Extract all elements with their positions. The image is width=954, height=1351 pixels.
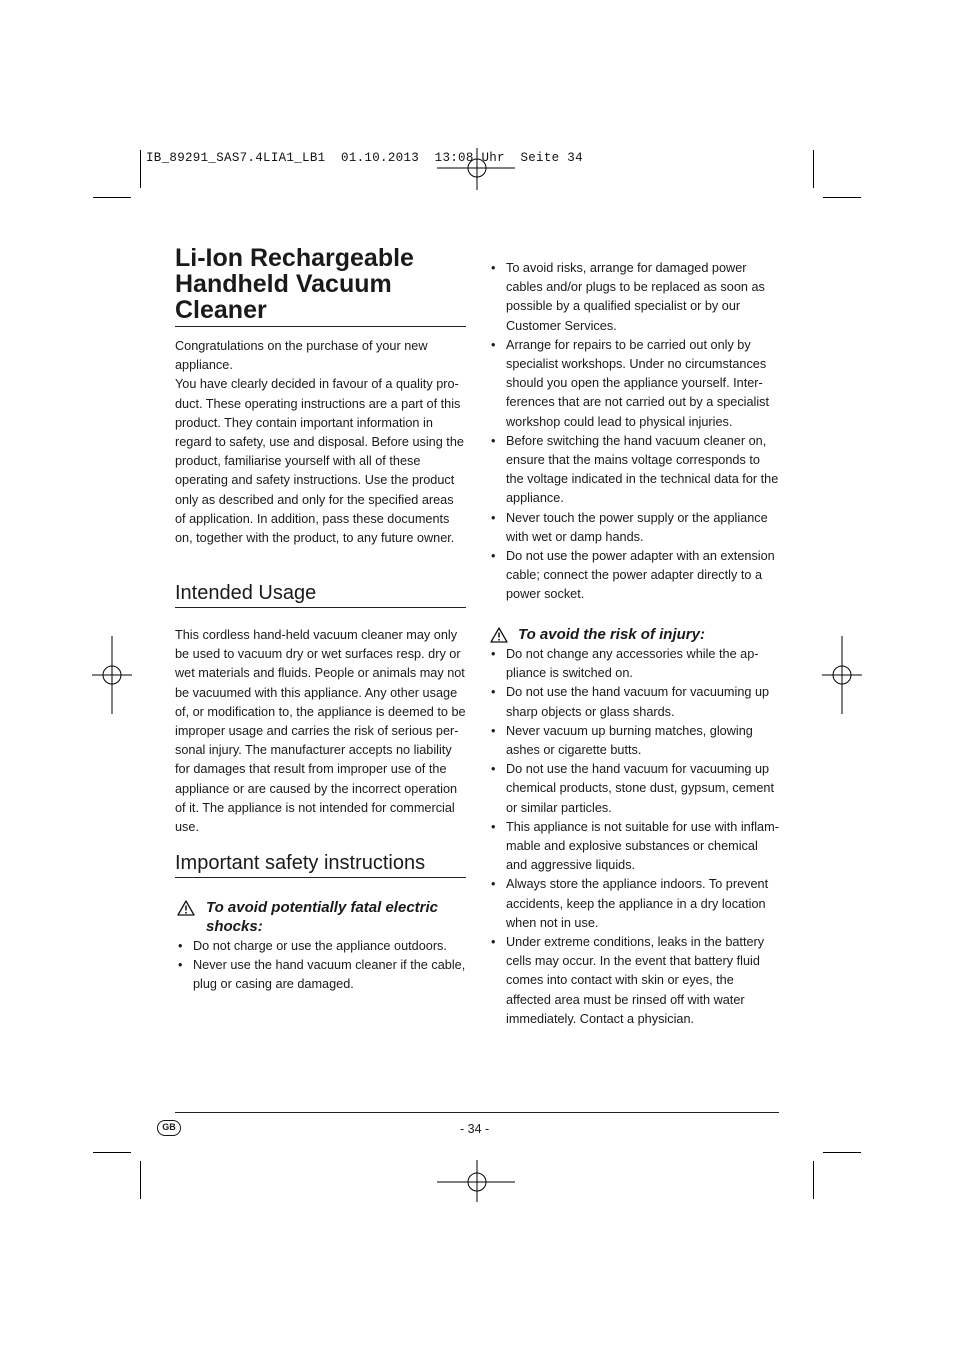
list-item: • Never use the hand vacuum cleaner if the cable, plug or casing are damaged. xyxy=(176,956,466,994)
warning-triangle-icon xyxy=(177,900,195,916)
electric-shock-warning xyxy=(177,898,467,936)
list-item: • Never vacuum up burning matches, glowing ashes or cigarette butts. xyxy=(489,722,781,760)
crop-mark xyxy=(823,197,861,198)
safety-heading: Important safety instructions xyxy=(175,851,466,878)
crop-mark xyxy=(813,150,814,188)
crop-mark xyxy=(813,1161,814,1199)
crop-mark xyxy=(93,1152,131,1153)
print-slug: IB_89291_SAS7.4LIA1_LB1 01.10.2013 13:08 Uhr Seite 34 xyxy=(146,151,583,165)
intended-usage-heading: Intended Usage xyxy=(175,581,466,608)
list-item: • Do not use the hand vacuum for vacuuming up chemical products, stone dust, gypsum, cement or similar particles. xyxy=(489,760,781,818)
injury-warning xyxy=(490,625,780,644)
intro-paragraph-1: Congratulations on the purchase of your new appliance. xyxy=(175,339,428,373)
list-item: • Do not use the power adapter with an extension cable; connect the power adapter directly to a power socket. xyxy=(489,547,781,605)
list-item: • Do not charge or use the appliance outdoors. xyxy=(176,937,466,956)
injury-list xyxy=(489,645,781,1029)
crop-mark xyxy=(823,1152,861,1153)
registration-mark-top xyxy=(437,148,517,190)
language-badge: GB xyxy=(157,1120,181,1136)
crop-mark xyxy=(93,197,131,198)
registration-mark-right xyxy=(822,636,862,714)
safety-list-continued xyxy=(489,259,781,605)
electric-shock-list xyxy=(176,937,466,995)
crop-mark xyxy=(140,150,141,188)
page-title: Li-Ion Rechargeable Handheld Vacuum Cleaner xyxy=(175,245,466,327)
injury-warning-text: To avoid the risk of injury: xyxy=(518,626,705,643)
registration-mark-bottom xyxy=(437,1160,517,1202)
list-item: • Before switching the hand vacuum cleaner on, ensure that the mains voltage corresponds to the voltage indicated in the technical data for the appliance. xyxy=(489,432,781,509)
list-item: • To avoid risks, arrange for damaged power cables and/or plugs to be replaced as soon as possible by a qualified specialist or by our Customer Services. xyxy=(489,259,781,336)
intro-paragraph-2: You have clearly decided in favour of a quality product. These operating instructions are a part of this product. They contain important information in regard to safety, use and disposal. Before using the product, familiarise yourself with all of these operating and safety instructions. Use the product only as described and only for the specified areas of application. In addition, pass these documents on, together with the product, to any future owner. xyxy=(175,377,464,546)
page-number: - 34 - xyxy=(460,1122,490,1136)
intended-usage-text xyxy=(175,626,467,837)
list-item: • Do not use the hand vacuum for vacuuming up sharp objects or glass shards. xyxy=(489,683,781,721)
list-item: • Under extreme conditions, leaks in the battery cells may occur. In the event that battery fluid comes into contact with skin or eyes, the affected area must be rinsed off with water immediately. Contact a physician. xyxy=(489,933,781,1029)
list-item: • Do not change any accessories while the appliance is switched on. xyxy=(489,645,781,683)
electric-shock-warning-text: To avoid potentially fatal electric shocks: xyxy=(206,899,439,935)
list-item: • Always store the appliance indoors. To prevent accidents, keep the appliance in a dry location when not in use. xyxy=(489,875,781,933)
list-item: • Never touch the power supply or the appliance with wet or damp hands. xyxy=(489,509,781,547)
registration-mark-left xyxy=(92,636,132,714)
warning-triangle-icon xyxy=(490,627,508,643)
intro-text xyxy=(175,337,467,548)
intended-usage-paragraph: This cordless hand-held vacuum cleaner may only be used to vacuum dry or wet surfaces resp. dry or wet materials and fluids. People or animals may not be vacuumed with this appliance. Any other usage of, or modification to, the appliance is deemed to be improper usage and carries the risk of serious personal injury. The manufacturer accepts no liability for damages that result from improper use of the appliance or are caused by the incorrect operation of it. The appliance is not intended for commercial use. xyxy=(175,628,466,835)
crop-mark xyxy=(140,1161,141,1199)
list-item: • This appliance is not suitable for use with inflammable and explosive substances or chemical and aggressive liquids. xyxy=(489,818,781,876)
list-item: • Arrange for repairs to be carried out only by specialist workshops. Under no circumstances should you open the appliance yourself. Interferences that are not carried out by a specialist workshop could lead to physical injuries. xyxy=(489,336,781,432)
footer-rule xyxy=(175,1112,779,1113)
